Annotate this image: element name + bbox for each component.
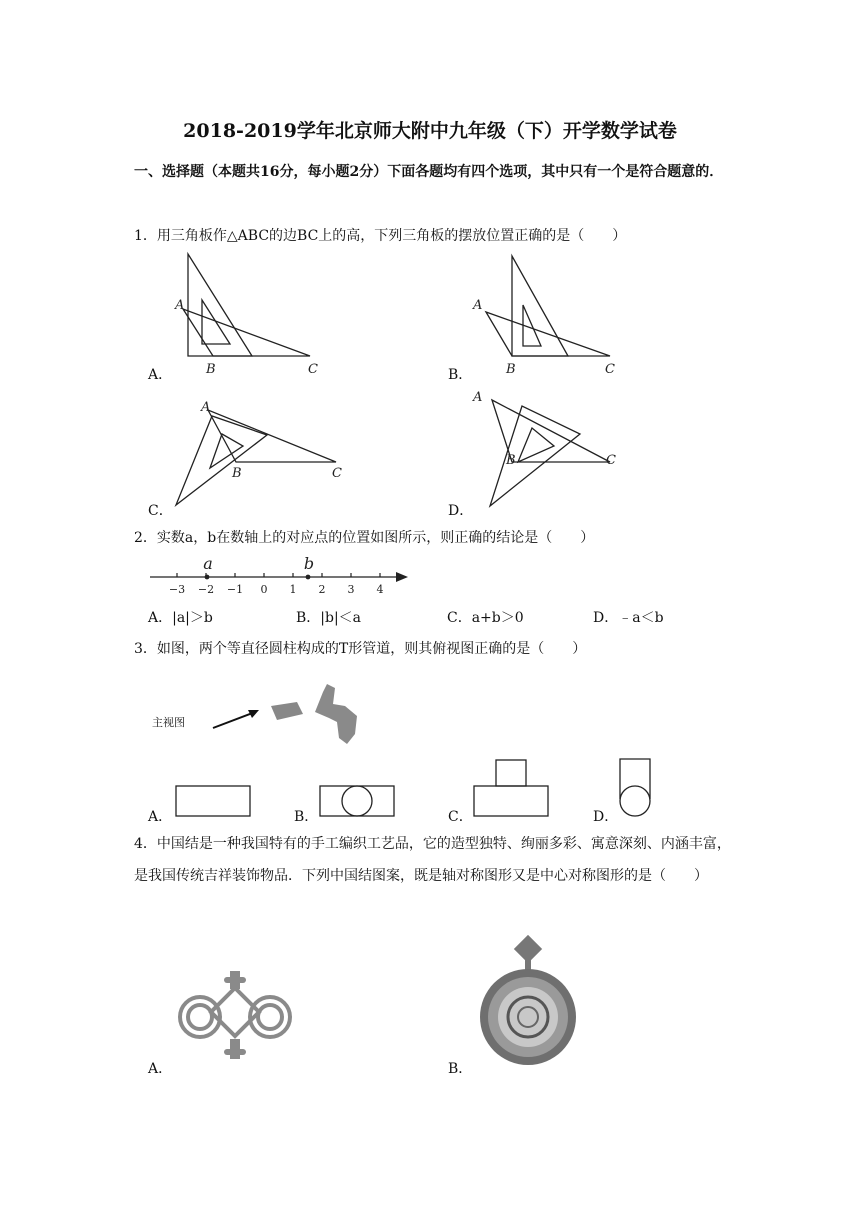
tick-label: −1 — [226, 583, 244, 595]
q2-option-a: A．|a|＞b — [148, 610, 213, 626]
question-3-text: 3．如图，两个等直径圆柱构成的T形管道，则其俯视图正确的是（ ） — [134, 641, 587, 657]
q3-d-tube — [620, 759, 650, 799]
q1-d-large-triangle — [490, 406, 580, 506]
q2-label-a: a — [203, 555, 213, 573]
q1-option-d: D． — [448, 503, 474, 519]
q4-option-a: A． — [148, 1061, 173, 1077]
q3-b-circle — [342, 786, 372, 816]
q1-a-small-triangle — [202, 300, 230, 344]
question-1-text: 1．用三角板作△ABC的边BC上的高，下列三角板的摆放位置正确的是（ ） — [134, 228, 627, 244]
tick-label: 4 — [376, 583, 384, 595]
q1-b-label-a: A — [473, 298, 483, 313]
q3-b-rect — [320, 786, 394, 816]
tick-label: 3 — [347, 583, 355, 595]
q1-b-label-b: B — [506, 362, 516, 377]
q3-option-b: B． — [294, 809, 319, 825]
page-title: 2018-2019学年北京师大附中九年级（下）开学数学试卷 — [183, 120, 677, 142]
q1-option-a: A． — [148, 367, 173, 383]
q3-option-d: D． — [593, 809, 619, 825]
q1-c-label-c: C — [332, 466, 342, 481]
q4-b-chinese-knot-picture — [470, 935, 586, 1065]
q1-d-label-c: C — [606, 453, 616, 468]
tick-label: 2 — [318, 583, 326, 595]
section-heading: 一、选择题（本题共16分，每小题2分）下面各题均有四个选项，其中只有一个是符合题意的． — [134, 164, 724, 180]
q1-b-large-triangle — [512, 256, 568, 356]
q3-option-c: C． — [448, 809, 473, 825]
q1-c-triangle-abc — [208, 410, 336, 462]
q3-d-circle — [620, 786, 650, 816]
q4-a-chinese-knot-picture — [170, 965, 300, 1065]
q1-option-c: C． — [148, 503, 173, 519]
q1-c-label-b: B — [232, 466, 242, 481]
q2-number-line — [146, 555, 416, 595]
q1-b-label-c: C — [605, 362, 615, 377]
tick-label: 0 — [260, 583, 268, 595]
q1-c-small-triangle — [210, 434, 243, 468]
q4-option-b: B． — [448, 1061, 473, 1077]
question-4-text: 4．中国结是一种我国特有的手工编织工艺品，它的造型独特、绚丽多彩、寓意深刻、内涵丰富，是我国传统吉祥装饰物品．下列中国结图案，既是轴对称图形又是中心对称图形的是（ ） — [134, 836, 731, 884]
q1-a-large-triangle — [188, 254, 252, 356]
q2-option-d: D．﹣a＜b — [593, 610, 664, 626]
q2-option-c: C．a+b＞0 — [447, 610, 524, 626]
q2-option-b: B．|b|＜a — [296, 610, 362, 626]
q2-label-b: b — [303, 555, 315, 573]
q1-b-triangle-abc — [486, 312, 610, 356]
q3-c-top-rect — [496, 760, 526, 786]
q1-d-label-b: B — [506, 453, 516, 468]
q3-t-pipe-picture — [205, 678, 370, 748]
question-2-text: 2．实数a，b在数轴上的对应点的位置如图所示，则正确的结论是（ ） — [134, 530, 595, 546]
tick-label: 1 — [289, 583, 297, 595]
q3-option-a: A． — [148, 809, 173, 825]
q1-c-label-a: A — [201, 400, 211, 415]
q1-d-label-a: A — [473, 390, 483, 405]
q1-a-label-a: A — [175, 298, 185, 313]
q2-point-a — [205, 575, 210, 580]
q1-a-label-b: B — [206, 362, 216, 377]
tick-label: −3 — [168, 583, 186, 595]
q1-a-label-c: C — [308, 362, 318, 377]
q1-d-small-triangle — [518, 428, 554, 462]
q3-c-rect — [474, 786, 548, 816]
q3-view-label: 主视图 — [152, 716, 185, 729]
q3-a-rect — [176, 786, 250, 816]
q1-option-b: B． — [448, 367, 473, 383]
tick-label: −2 — [197, 583, 215, 595]
q2-point-b — [306, 575, 311, 580]
question-1-figures — [140, 250, 640, 510]
